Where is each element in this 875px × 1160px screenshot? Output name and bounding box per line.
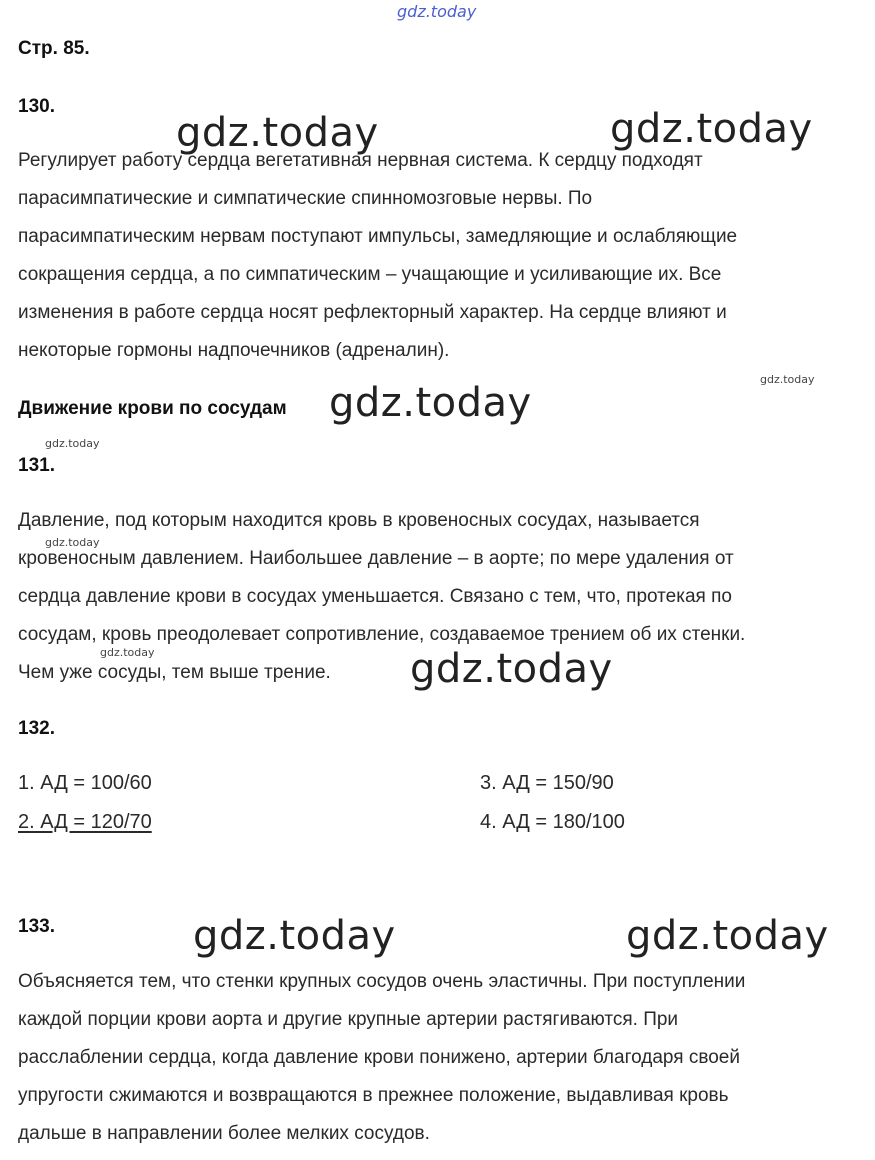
bp-option-1: 1. АД = 100/60: [18, 772, 152, 794]
bp-option-3: 3. АД = 150/90: [480, 772, 614, 794]
text-line: парасимпатические и симпатические спинномозговые нервы. По: [18, 188, 593, 209]
watermark-small: gdz.today: [45, 437, 100, 450]
task-130-answer: [18, 142, 868, 370]
task-132-number: 132.: [18, 718, 55, 739]
text-line: сердца давление крови в сосудах уменьшается. Связано с тем, что, протекая по: [18, 586, 732, 607]
task-130-number: 130.: [18, 96, 55, 117]
watermark-small: gdz.today: [100, 646, 155, 659]
text-line: изменения в работе сердца носят рефлекторный характер. На сердце влияют и: [18, 302, 727, 323]
text-line: Регулирует работу сердца вегетативная нервная система. К сердцу подходят: [18, 150, 703, 171]
watermark-small: gdz.today: [760, 373, 815, 386]
watermark-large: gdz.today: [626, 913, 829, 959]
watermark-large: gdz.today: [410, 646, 613, 692]
text-line: сосудам, кровь преодолевает сопротивление, создаваемое трением об их стенки.: [18, 624, 746, 645]
watermark-top: gdz.today: [397, 2, 477, 21]
watermark-large: gdz.today: [610, 106, 813, 152]
task-133-number: 133.: [18, 916, 55, 937]
text-line: дальше в направлении более мелких сосудов.: [18, 1123, 430, 1144]
watermark-large: gdz.today: [329, 380, 532, 426]
page-label: Стр. 85.: [18, 38, 90, 59]
text-line: упругости сжимаются и возвращаются в прежнее положение, выдавливая кровь: [18, 1085, 729, 1106]
text-line: парасимпатическим нервам поступают импульсы, замедляющие и ослабляющие: [18, 226, 738, 247]
text-line: некоторые гормоны надпочечников (адреналин).: [18, 340, 450, 361]
text-line: каждой порции крови аорта и другие крупные артерии растягиваются. При: [18, 1009, 679, 1030]
task-131-number: 131.: [18, 455, 55, 476]
bp-option-2-selected: 2. АД = 120/70: [18, 811, 152, 833]
text-line: кровеносным давлением. Наибольшее давление – в аорте; по мере удаления от: [18, 548, 734, 569]
bp-option-4: 4. АД = 180/100: [480, 811, 625, 833]
text-line: расслаблении сердца, когда давление крови понижено, артерии благодаря своей: [18, 1047, 740, 1068]
task-133-answer: [18, 963, 868, 1153]
section-subheading: Движение крови по сосудам: [18, 398, 287, 419]
watermark-large: gdz.today: [193, 913, 396, 959]
watermark-small: gdz.today: [45, 536, 100, 549]
text-line: Объясняется тем, что стенки крупных сосудов очень эластичны. При поступлении: [18, 971, 746, 992]
text-line: Чем уже сосуды, тем выше трение.: [18, 662, 331, 683]
watermark-large: gdz.today: [176, 110, 379, 156]
text-line: Давление, под которым находится кровь в кровеносных сосудах, называется: [18, 510, 700, 531]
text-line: сокращения сердца, а по симпатическим – учащающие и усиливающие их. Все: [18, 264, 722, 285]
